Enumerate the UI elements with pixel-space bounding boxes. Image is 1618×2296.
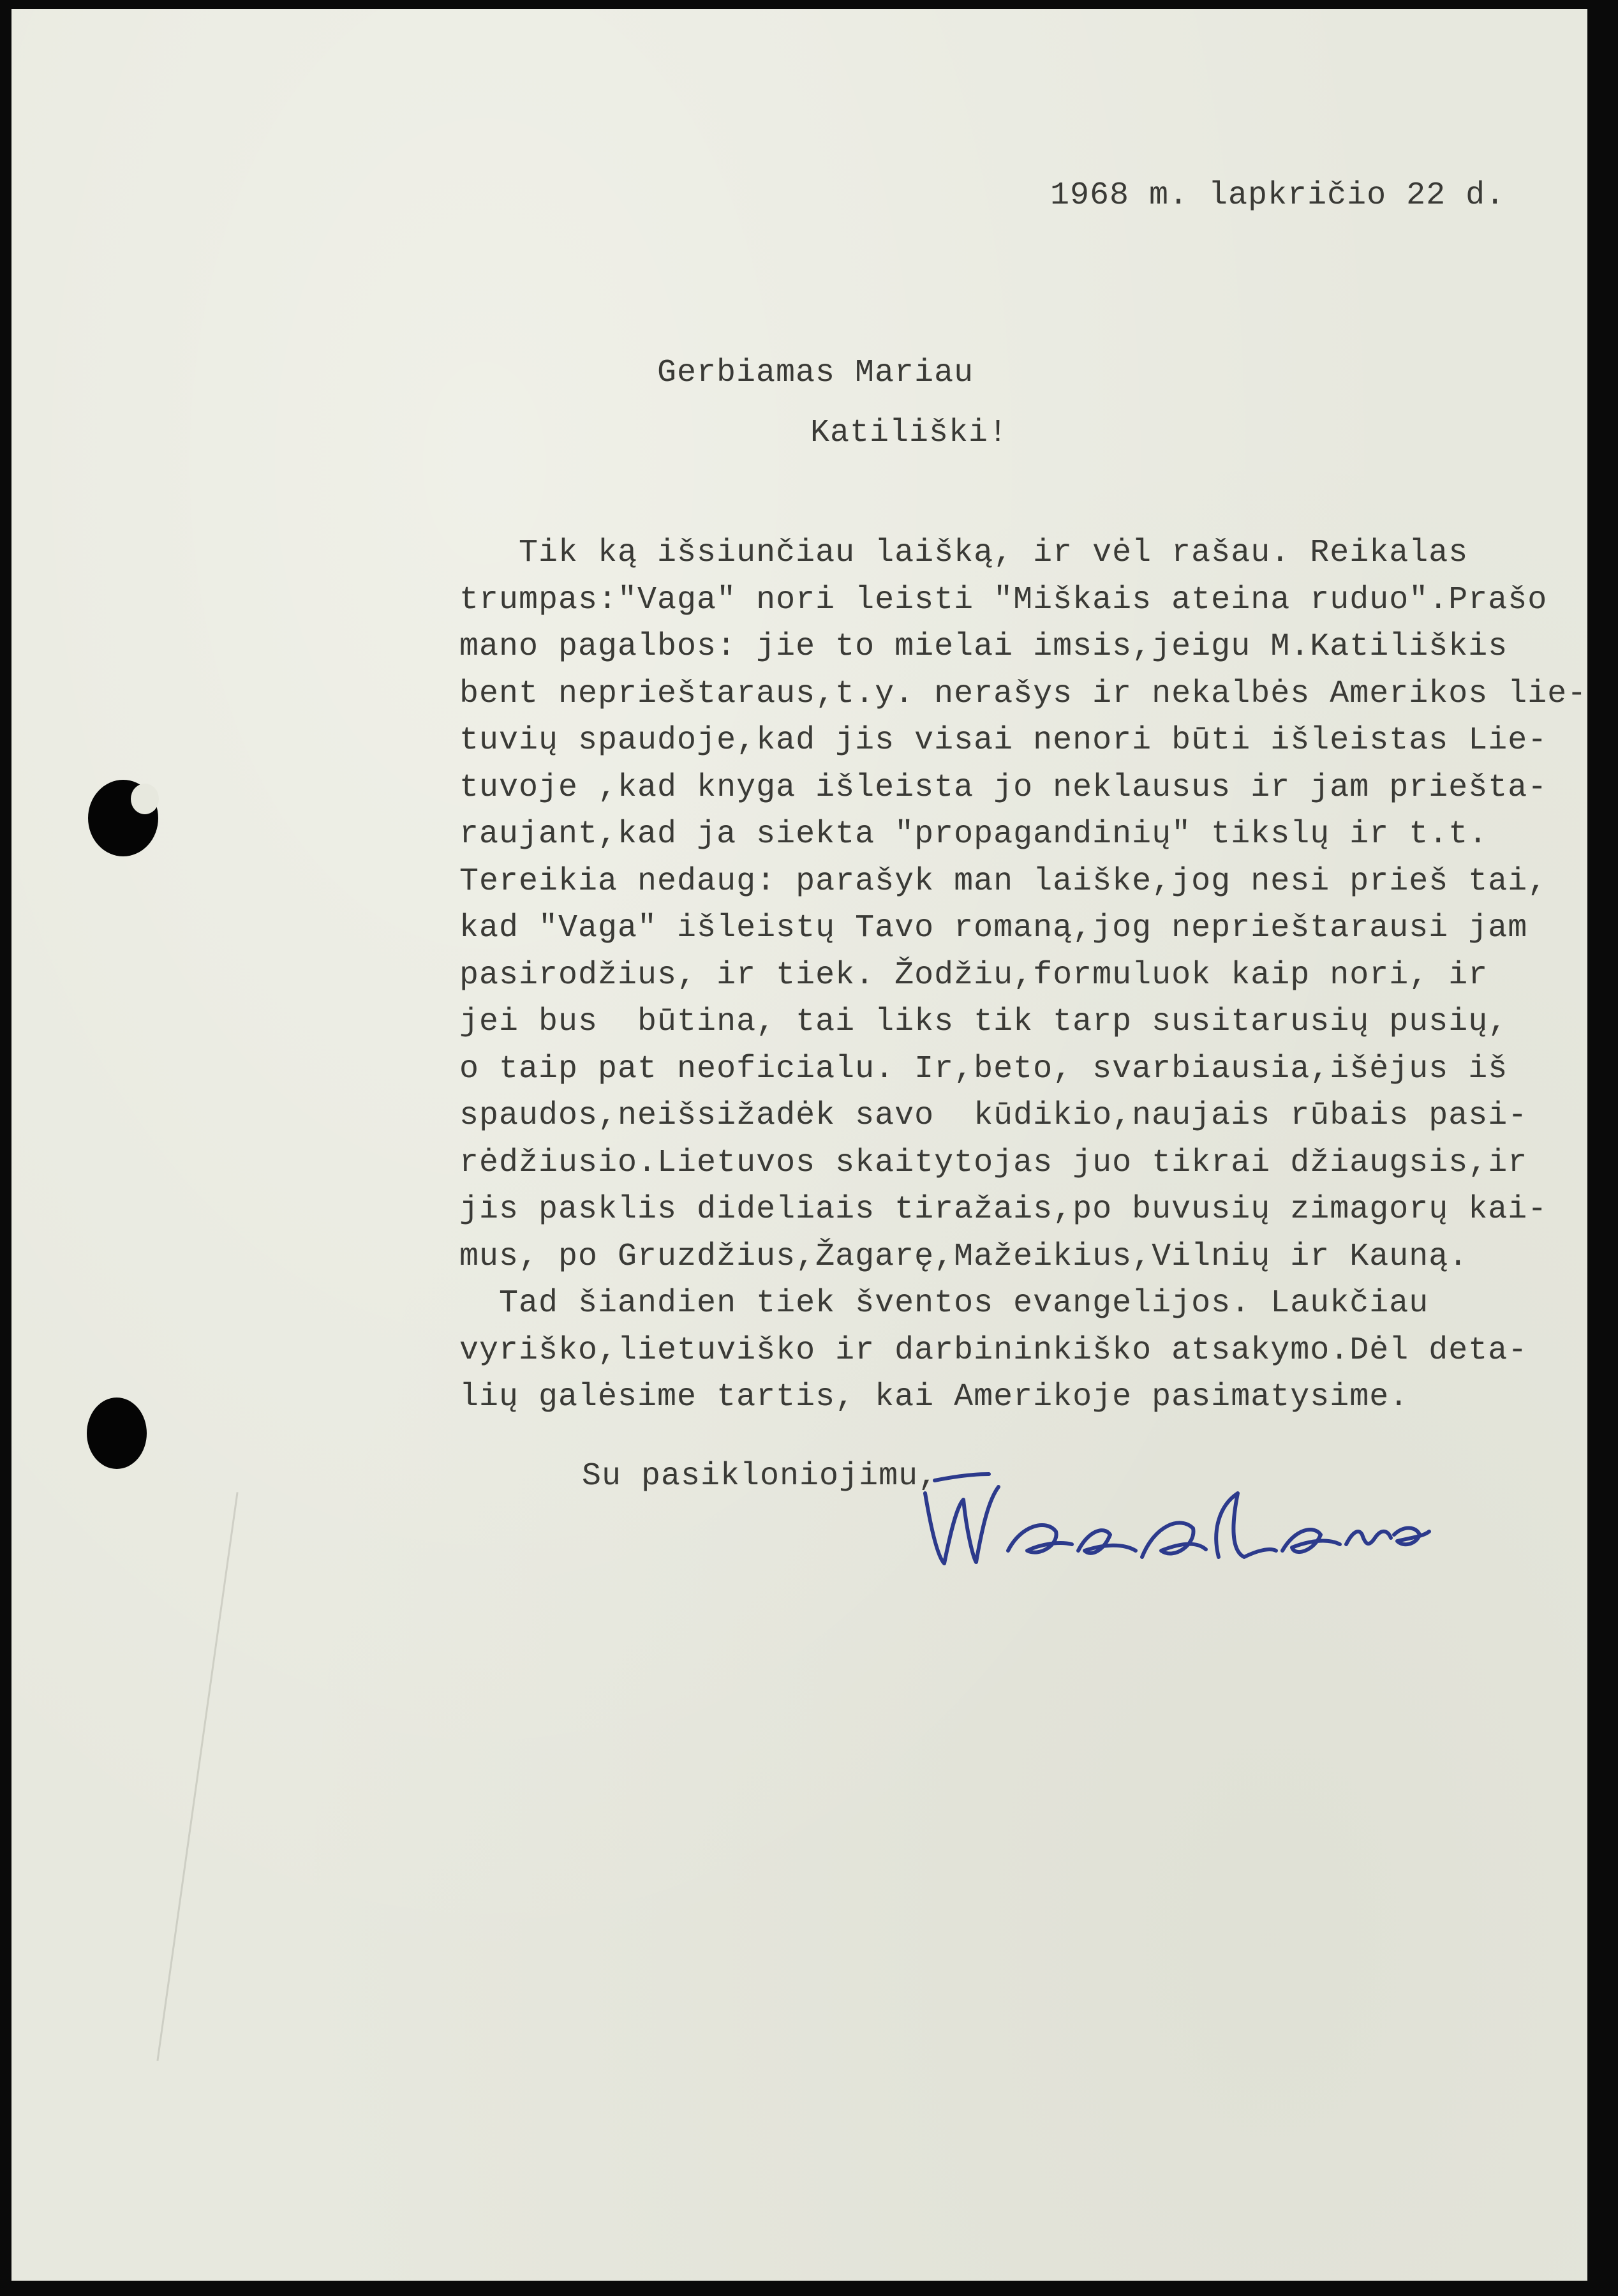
body-line: spaudos,neišsižadėk savo kūdikio,naujais rūbais pasi- — [459, 1098, 1528, 1134]
body-line: Tereikia nedaug: parašyk man laiške,jog nesi prieš tai, — [459, 863, 1548, 900]
body-line: jei bus būtina, tai liks tik tarp susitarusių pusių, — [459, 1004, 1508, 1040]
body-line: kad "Vaga" išleistų Tavo romaną,jog neprieštarausi jam — [459, 910, 1528, 946]
body-line: Tik ką išsiunčiau laišką, ir vėl rašau. Reikalas — [459, 535, 1469, 571]
body-line: mano pagalbos: jie to mielai imsis,jeigu M.Katiliškis — [459, 629, 1508, 665]
letter-date: 1968 m. lapkričio 22 d. — [1050, 177, 1506, 214]
body-line: bent neprieštaraus,t.y. nerašys ir nekalbės Amerikos lie- — [459, 675, 1587, 712]
punch-hole-bottom — [87, 1398, 147, 1469]
handwritten-signature — [912, 1455, 1436, 1595]
punch-hole-tear — [131, 784, 159, 814]
body-line: jis pasklis dideliais tiražais,po buvusių zimagorų kai- — [459, 1191, 1548, 1228]
body-line: vyriško,lietuviško ir darbininkiško atsakymo.Dėl deta- — [459, 1332, 1528, 1369]
body-line: Tad šiandien tiek šventos evangelijos. Laukčiau — [459, 1285, 1429, 1322]
body-line: pasirodžius, ir tiek. Žodžiu,formuluok kaip nori, ir — [459, 957, 1488, 994]
body-line: rėdžiusio.Lietuvos skaitytojas juo tikrai džiaugsis,ir — [459, 1144, 1528, 1181]
fold-crease — [156, 1492, 238, 2061]
body-line: o taip pat neoficialu. Ir,beto, svarbiausia,išėjus iš — [459, 1050, 1508, 1087]
body-line: raujant,kad ja siekta "propagandinių" tikslų ir t.t. — [459, 816, 1488, 853]
salutation-line-2: Katiliški! — [810, 415, 1009, 451]
closing-phrase: Su pasikloniojimu, — [582, 1458, 939, 1495]
body-line: trumpas:"Vaga" nori leisti "Miškais ateina ruduo".Prašo — [459, 581, 1548, 618]
body-line: lių galėsime tartis, kai Amerikoje pasimatysime. — [459, 1379, 1409, 1415]
body-line: mus, po Gruzdžius,Žagarę,Mažeikius,Vilnių ir Kauną. — [459, 1238, 1469, 1275]
salutation-line-1: Gerbiamas Mariau — [657, 355, 974, 391]
body-line: tuvoje ,kad knyga išleista jo neklausus ir jam priešta- — [459, 769, 1548, 806]
body-line: tuvių spaudoje,kad jis visai nenori būti išleistas Lie- — [459, 722, 1548, 759]
